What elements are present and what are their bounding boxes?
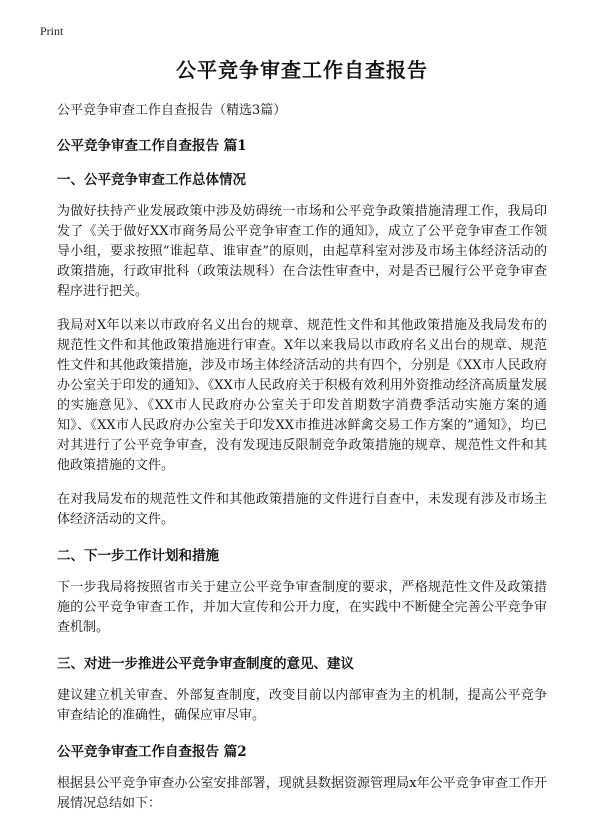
article1-paragraph: 下一步我局将按照省市关于建立公平竞争审查制度的要求，严格规范性文件及政策措施的公平竞争审查工作，并加大宣传和公开力度，在实践中不断健全完善公平竞争审查机制。 — [57, 580, 547, 635]
document-subtitle: 公平竞争审查工作自查报告（精选3篇） — [57, 103, 287, 118]
article1-paragraph: 为做好扶持产业发展政策中涉及妨碍统一市场和公平竞争政策措施清理工作，我局印发了《关于做好XX市商务局公平竞争审查工作的通知》，成立了公平竞争审查工作领导小组，要求按照“谁起草、谁审查”的原则，由起草科室对涉及市场主体经济活动的政策措施，行政审批科（政策法规科）在合法性审查中，对是否已履行公平竞争审查程序进行把关。 — [57, 204, 547, 299]
article1-heading: 公平竞争审查工作自查报告 篇1 — [57, 138, 247, 154]
article1-paragraph: 建议建立机关审查、外部复查制度，改变目前以内部审查为主的机制，提高公平竞争审查结论的准确性，确保应审尽审。 — [57, 688, 547, 723]
article2-paragraph: 根据县公平竞争审查办公室安排部署，现就县数据资源管理局x年公平竞争审查工作开展情况总结如下： — [57, 776, 547, 811]
article1-section2-heading: 二、下一步工作计划和措施 — [57, 548, 219, 564]
document-body — [57, 46, 547, 828]
article1-section3-heading: 三、对进一步推进公平竞争审查制度的意见、建议 — [57, 656, 354, 672]
article1-section1-heading: 一、公平竞争审查工作总体情况 — [57, 172, 246, 188]
article1-paragraph: 我局对X年以来以市政府名义出台的规章、规范性文件和其他政策措施及我局发布的规范性文件和其他政策措施进行审查。X年以来我局以市政府名义出台的规章、规范性文件和其他政策措施，涉及市场主体经济活动的共有四个，分别是《XX市人民政府办公室关于印发的通知》、《XX市人民政府关于积极有效利用外资推动经济高质量发展的实施意见》、《XX市人民政府办公室关于印发首期数字消费季活动实施方案的通知》、《XX市人民政府办公室关于印发XX市推进冰鲜禽交易工作方案的”通知》，均已对其进行了公平竞争审查，没有发现违反限制竞争政策措施的规章、规范性文件和其他政策措施的文件。 — [57, 318, 547, 473]
print-label: Print — [40, 24, 64, 38]
article1-paragraph: 在对我局发布的规范性文件和其他政策措施的文件进行自查中，未发现有涉及市场主体经济活动的文件。 — [57, 492, 547, 527]
article2-heading: 公平竞争审查工作自查报告 篇2 — [57, 744, 247, 760]
document-title: 公平竞争审查工作自查报告 — [176, 58, 428, 82]
